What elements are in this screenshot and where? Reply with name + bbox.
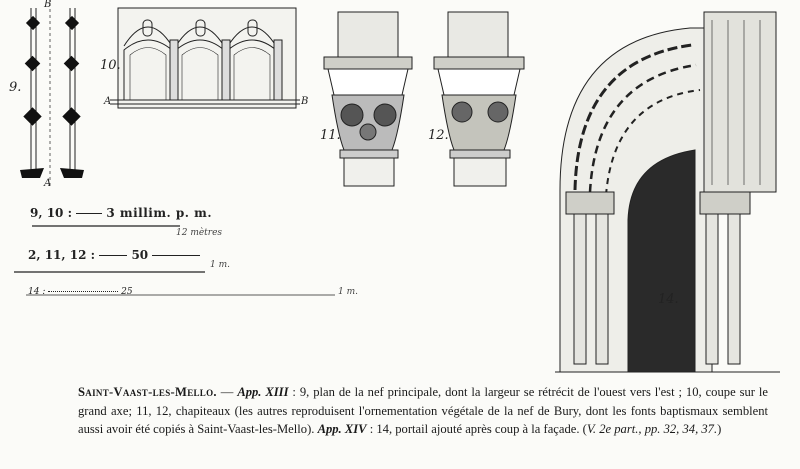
scale-sub-fig2-11-12: 1 m. — [210, 260, 230, 270]
fig9-number: 9. — [9, 80, 22, 95]
plate-caption — [78, 383, 768, 439]
scale-value: 3 millim. p. m. — [106, 206, 213, 220]
fig10-marker-a: A — [104, 96, 112, 107]
fig11-capital-drawing — [324, 12, 412, 186]
fig14-number: 14. — [658, 292, 679, 307]
scale-figs: 2, 11, 12 : — [28, 248, 96, 262]
fig14-portal-drawing — [555, 12, 780, 372]
fig10-number: 10. — [100, 58, 121, 73]
scale-value: 50 — [131, 248, 149, 262]
caption-place: Saint-Vaast-les-Mello. — [78, 385, 217, 399]
caption-part1: : 9, plan de la nef principale, dont la largeur se rétrécit de l'ouest vers l'est ; 10, coupe sur le grand axe; 11, 12, chapiteaux (les autres reproduisent l'ornementation végétale de la nef de Bury, dont les fonts baptismaux semblent aussi avoir été copiés à Saint-Vaast-les-Mello). — [78, 385, 769, 436]
caption-app14: App. XIV — [317, 422, 367, 436]
scale-row-fig2-11-12 — [28, 248, 200, 262]
scale-sub-fig9-10: 12 mètres — [176, 228, 223, 238]
fig9-plan-drawing — [20, 3, 84, 185]
caption-part2: : 14, portail ajouté après coup à la façade. ( — [366, 422, 587, 436]
scale-row-fig9-10 — [30, 206, 212, 220]
caption-app13: App. XIII — [237, 385, 289, 399]
fig12-capital-drawing — [434, 12, 524, 186]
fig9-marker-a: A — [44, 178, 52, 189]
scale-figs: 9, 10 : — [30, 206, 73, 220]
scale-sub-fig14: 1 m. — [338, 287, 358, 297]
caption-close: ) — [717, 422, 722, 436]
fig10-marker-b: B — [301, 96, 309, 107]
scale-row-fig14 — [28, 287, 133, 297]
scale-value: 25 — [121, 287, 133, 297]
caption-reference: V. 2e part., pp. 32, 34, 37. — [586, 422, 718, 436]
fig11-number: 11. — [320, 128, 341, 143]
caption-dash: — — [216, 385, 238, 399]
fig12-number: 12. — [428, 128, 449, 143]
fig10-section-drawing — [110, 8, 300, 108]
scale-figs: 14 : — [28, 287, 46, 297]
fig9-marker-b: B — [44, 0, 52, 10]
